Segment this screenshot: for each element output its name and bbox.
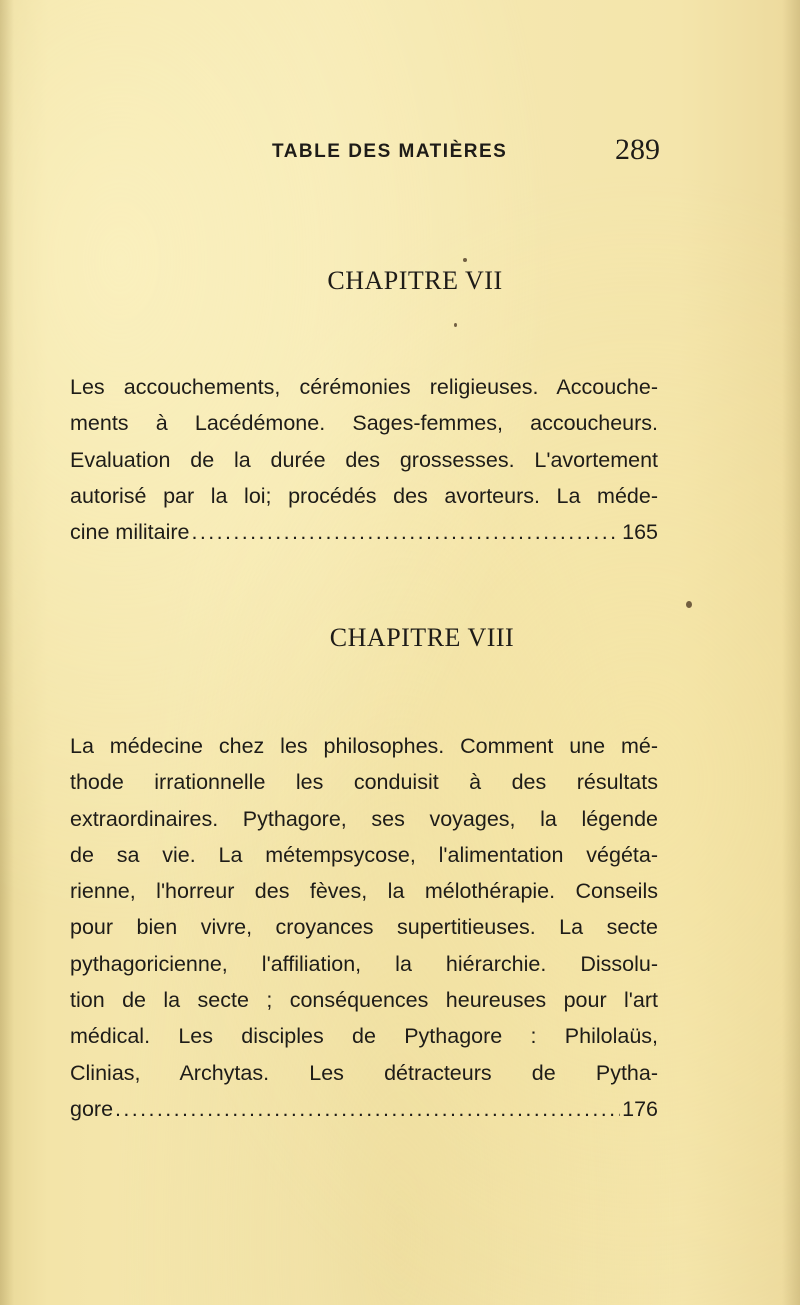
print-speck bbox=[686, 601, 692, 608]
summary-line: autorisé par la loi; procédés des avorteurs. La méde- bbox=[70, 483, 658, 508]
chapter-8-heading: CHAPITRE VIII bbox=[329, 623, 515, 652]
chapter-8-page-ref: 176 bbox=[622, 1096, 658, 1121]
chapter-7-page-ref: 165 bbox=[622, 520, 658, 545]
summary-line-end: cine militaire bbox=[70, 520, 190, 545]
summary-line: thode irrationnelle les conduisit à des résultats bbox=[70, 770, 658, 795]
dot-leader bbox=[115, 1091, 620, 1127]
chapter-7-heading: CHAPITRE VII bbox=[327, 266, 503, 295]
print-speck bbox=[454, 323, 457, 327]
summary-line: pythagoricienne, l'affiliation, la hiérarchie. Dissolu- bbox=[70, 951, 658, 976]
summary-line: rienne, l'horreur des fèves, la mélothérapie. Conseils bbox=[70, 879, 658, 904]
chapter-7-summary bbox=[70, 369, 658, 550]
summary-line: La médecine chez les philosophes. Comment une mé- bbox=[70, 734, 658, 758]
summary-line: médical. Les disciples de Pythagore : Philolaüs, bbox=[70, 1024, 658, 1049]
page-edge-shadow-left bbox=[0, 0, 14, 1305]
summary-line: extraordinaires. Pythagore, ses voyages, la légende bbox=[70, 806, 658, 831]
summary-last-line bbox=[70, 1091, 658, 1127]
summary-line: ments à Lacédémone. Sages-femmes, accoucheurs. bbox=[70, 411, 658, 436]
chapter-8-summary bbox=[70, 728, 658, 1127]
summary-last-line bbox=[70, 514, 658, 550]
summary-line: Evaluation de la durée des grossesses. L'avortement bbox=[70, 447, 658, 472]
summary-line: Les accouchements, cérémonies religieuses. Accouche- bbox=[70, 375, 658, 399]
dot-leader bbox=[191, 514, 620, 550]
summary-line: pour bien vivre, croyances supertitieuses. La secte bbox=[70, 915, 658, 940]
running-title: TABLE DES MATIÈRES bbox=[272, 141, 508, 162]
summary-line: tion de la secte ; conséquences heureuses pour l'art bbox=[70, 988, 658, 1013]
summary-line: Clinias, Archytas. Les détracteurs de Pytha- bbox=[70, 1060, 658, 1085]
summary-line-end: gore bbox=[70, 1096, 114, 1121]
print-speck bbox=[463, 258, 467, 262]
running-header bbox=[272, 133, 660, 169]
summary-line: de sa vie. La métempsycose, l'alimentation végéta- bbox=[70, 842, 658, 867]
page-number: 289 bbox=[615, 133, 660, 166]
